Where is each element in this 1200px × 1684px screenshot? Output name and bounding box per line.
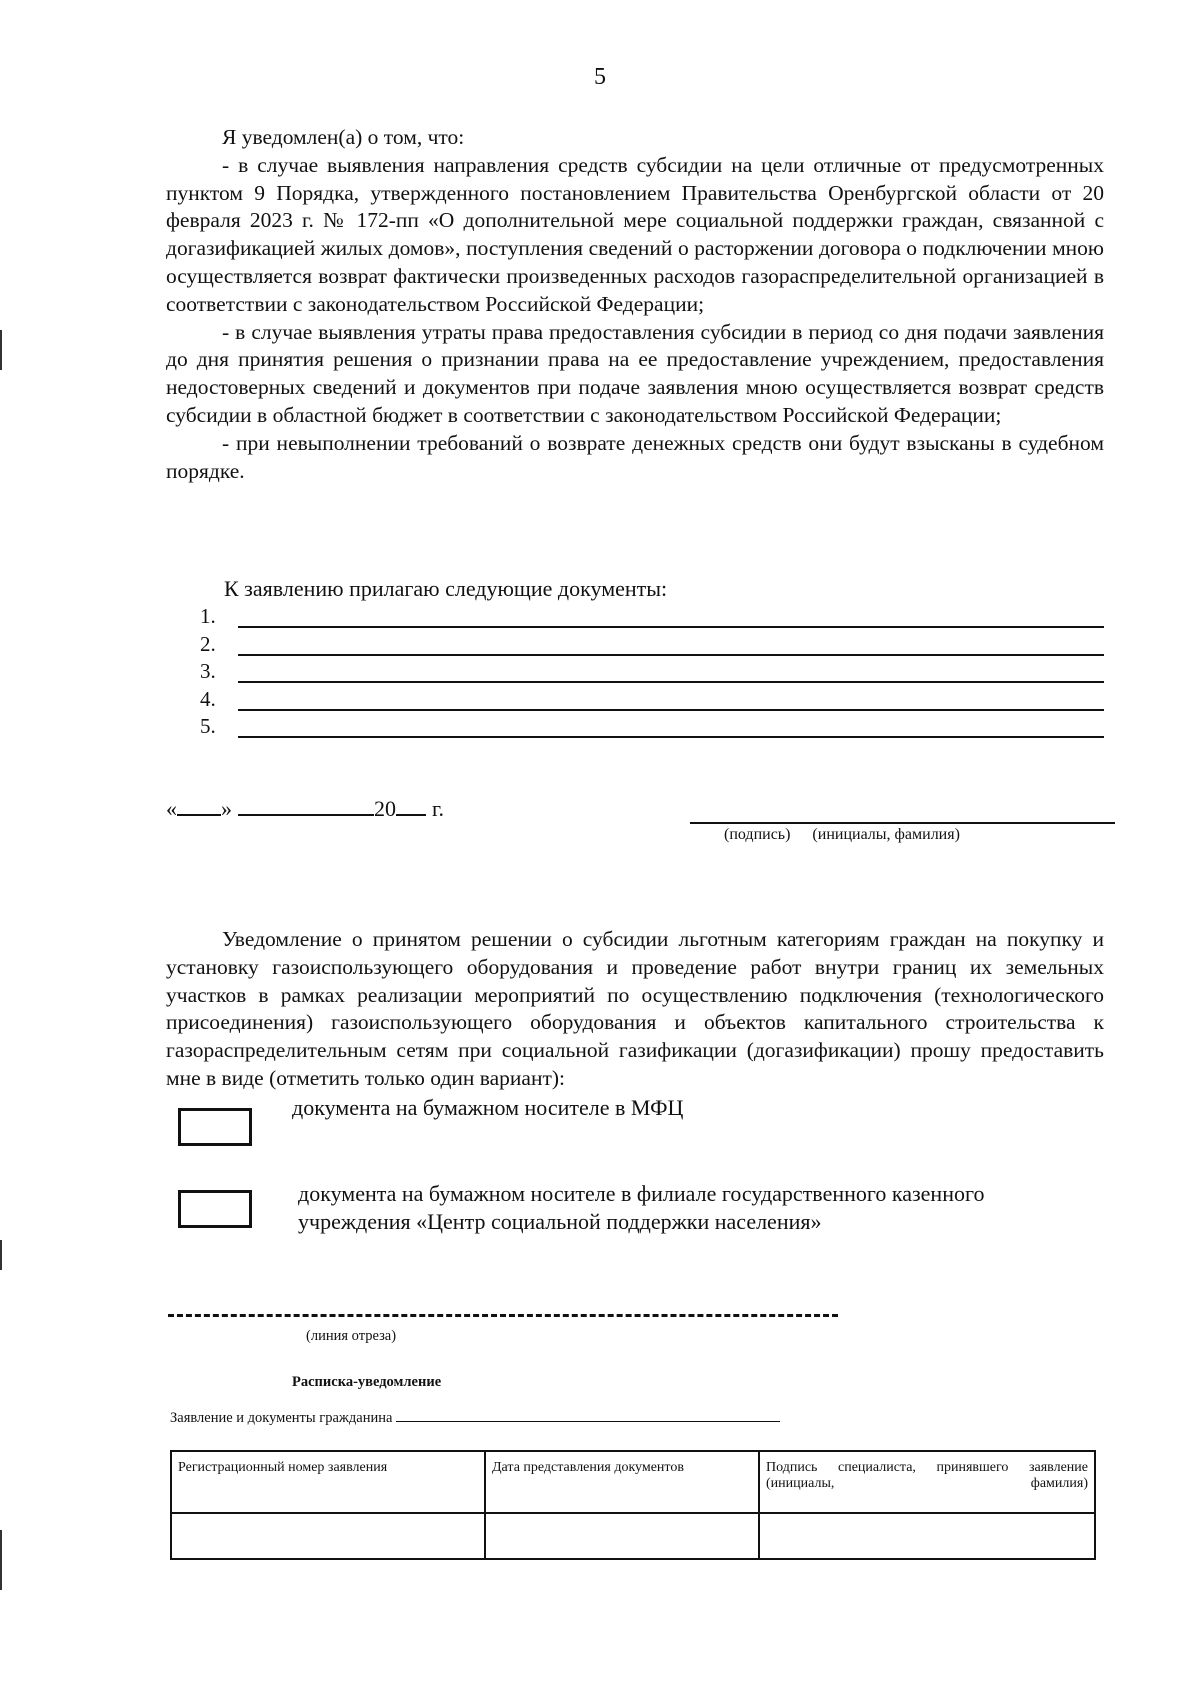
- notice-text: Уведомление о принятом решении о субсидии льготным категориям граждан на покупку и установку газоиспользующего оборудования и проведение работ внутри границ их земельных участков в рамках реализации мероприятий по осуществлению подключения (технологического присоединения) газоиспользующего оборудования и объектов капитального строительства к газораспределительным сетям при социальной газификации (догазификации) прошу предоставить мне в виде (отметить только один вариант):: [166, 927, 1104, 1090]
- attachment-number: 1.: [200, 604, 216, 628]
- notice-paragraph: [166, 926, 1104, 1093]
- notification-lead: Я уведомлен(а) о том, что:: [222, 125, 465, 149]
- notification-section: [166, 124, 1104, 485]
- cut-line-label: (линия отреза): [306, 1328, 397, 1344]
- option-checkbox-mfc[interactable]: [178, 1108, 252, 1146]
- attachment-field[interactable]: [238, 626, 1104, 628]
- header-registration-number: Регистрационный номер заявления: [171, 1451, 485, 1513]
- month-field[interactable]: [238, 796, 374, 816]
- submission-date-cell[interactable]: [485, 1513, 759, 1559]
- scan-edge-mark: [0, 330, 2, 370]
- attachment-field[interactable]: [238, 654, 1104, 656]
- option-checkbox-csp[interactable]: [178, 1190, 252, 1228]
- attachment-field[interactable]: [238, 709, 1104, 711]
- header-specialist-signature: Подпись специалиста, принявшего заявление (инициалы, фамилия): [759, 1451, 1095, 1513]
- attachment-number: 5.: [200, 714, 216, 738]
- attachment-row: [200, 687, 1104, 715]
- option-label-mfc: документа на бумажном носителе в МФЦ: [292, 1095, 684, 1120]
- attachment-row: [200, 632, 1104, 660]
- attachment-field[interactable]: [238, 681, 1104, 683]
- date-close-quote: »: [221, 796, 232, 821]
- caption-name: (инициалы, фамилия): [812, 826, 960, 843]
- applicant-label: Заявление и документы гражданина: [170, 1410, 393, 1426]
- attachment-row: [200, 604, 1104, 632]
- attachment-row: [200, 659, 1104, 687]
- attachment-number: 3.: [200, 659, 216, 683]
- notification-item: - в случае выявления направления средств субсидии на цели отличные от предусмотренных пунктом 9 Порядка, утвержденного постановлением Правительства Оренбургской области от 20 февраля 2023 г. № 172-пп «О дополнительной мере социальной поддержки граждан, связанной с догазификацией жилых домов», поступления сведений о расторжении договора о подключении мною осуществляется возврат фактически произведенных расходов газораспределительной организацией в соответствии с законодательством Российской Федерации;: [166, 152, 1104, 316]
- attachment-row: [200, 714, 1104, 742]
- date-line: [166, 796, 444, 822]
- applicant-line: [170, 1408, 780, 1427]
- signature-field[interactable]: [690, 822, 1115, 824]
- cut-line: [168, 1314, 838, 1317]
- date-open-quote: «: [166, 796, 177, 821]
- table-row: [171, 1513, 1095, 1559]
- scan-edge-mark: [0, 1530, 2, 1590]
- registration-number-cell[interactable]: [171, 1513, 485, 1559]
- year-suffix: г.: [432, 796, 445, 821]
- specialist-signature-cell[interactable]: [759, 1513, 1095, 1559]
- page-number: 5: [594, 64, 606, 90]
- table-header-row: [171, 1451, 1095, 1513]
- notification-item: - при невыполнении требований о возврате денежных средств они будут взысканы в судебном порядке.: [166, 430, 1104, 483]
- year-prefix: 20: [374, 796, 396, 821]
- receipt-title: Расписка-уведомление: [292, 1374, 442, 1390]
- caption-signature: (подпись): [724, 826, 791, 843]
- attachments-title: К заявлению прилагаю следующие документы:: [224, 576, 668, 601]
- applicant-name-field[interactable]: [396, 1408, 780, 1422]
- attachment-number: 4.: [200, 686, 216, 711]
- year-field[interactable]: [396, 796, 426, 816]
- attachment-number: 2.: [200, 631, 216, 656]
- option-label-csp: документа на бумажном носителе в филиале государственного казенного учреждения «Центр социальной поддержки населения»: [298, 1181, 985, 1234]
- signature-caption: [724, 826, 960, 844]
- attachment-field[interactable]: [238, 736, 1104, 738]
- day-field[interactable]: [177, 796, 221, 816]
- scan-edge-mark: [0, 1240, 2, 1270]
- receipt-table: [170, 1450, 1096, 1560]
- notification-item: - в случае выявления утраты права предоставления субсидии в период со дня подачи заявления до дня принятия решения о признании права на ее предоставление учреждением, предоставления недостоверных сведений и документов при подаче заявления мною осуществляется возврат средств субсидии в областной бюджет в соответствии с законодательством Российской Федерации;: [166, 319, 1104, 427]
- attachments-list: [200, 604, 1104, 742]
- header-submission-date: Дата представления документов: [485, 1451, 759, 1513]
